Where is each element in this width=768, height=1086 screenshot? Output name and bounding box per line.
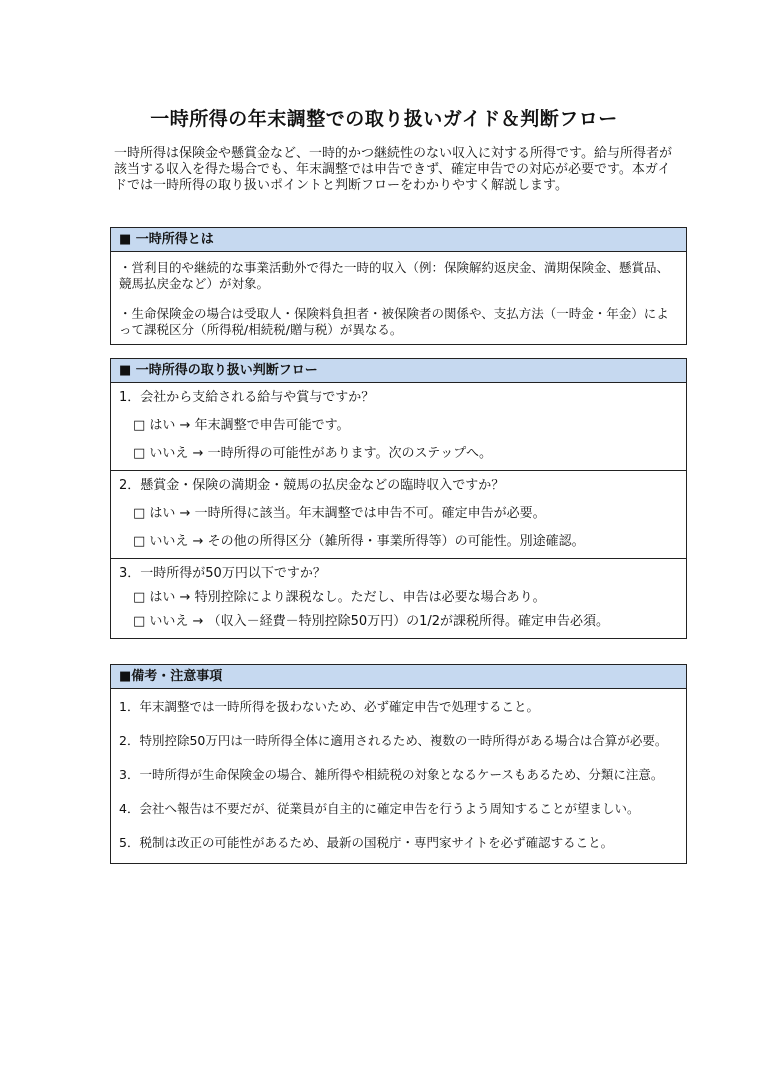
note-item: 3．一時所得が生命保険金の場合、雑所得や相続税の対象となるケースもあるため、分類に注意。 [119,767,664,782]
flow-option-yes[interactable]: □ はい → 特別控除により課税なし。ただし、申告は必要な場合あり。 [133,590,546,605]
definition-item: ・生命保険金の場合は受取人・保険料負担者・被保険者の関係や、支払方法（一時金・年金）によって課税区分（所得税/相続税/贈与税）が異なる。 [119,306,669,337]
intro-paragraph: 一時所得は保険金や懸賞金など、一時的かつ継続性のない収入に対する所得です。給与所得者が該当する収入を得た場合でも、年末調整では申告できず、確定申告での対応が必要です。本ガイドでは一時所得の取り扱いポイントと判断フローをわかりやすく解説します。 [114,146,672,193]
flow-question: 3．一時所得が50万円以下ですか？ [119,566,326,581]
section-notes [110,664,687,864]
flow-option-yes[interactable]: □ はい → 一時所得に該当。年末調整では申告不可。確定申告が必要。 [133,506,546,521]
note-item: 1．年末調整では一時所得を扱わないため、必ず確定申告で処理すること。 [119,699,539,714]
flow-step-3 [111,559,686,638]
page-title: 一時所得の年末調整での取り扱いガイド＆判断フロー [150,108,618,130]
flow-question: 1．会社から支給される給与や賞与ですか？ [119,390,375,405]
section-flow-heading: ■ 一時所得の取り扱い判断フロー [111,359,686,383]
flow-step-1 [111,383,686,471]
section-definition-body [111,252,686,344]
section-definition-heading: ■ 一時所得とは [111,228,686,252]
definition-item: ・営利目的や継続的な事業活動外で得た一時的収入（例：保険解約返戻金、満期保険金、懸賞品、競馬払戻金など）が対象。 [119,260,670,291]
section-notes-body [111,689,686,863]
section-notes-heading: ■備考・注意事項 [111,665,686,689]
flow-question: 2．懸賞金・保険の満期金・競馬の払戻金などの臨時収入ですか？ [119,478,505,493]
section-definition [110,227,687,345]
section-flow [110,358,687,639]
flow-option-no[interactable]: □ いいえ → その他の所得区分（雑所得・事業所得等）の可能性。別途確認。 [133,534,585,549]
flow-step-2 [111,471,686,559]
flow-option-no[interactable]: □ いいえ → （収入－経費－特別控除50万円）の1/2が課税所得。確定申告必須。 [133,614,610,629]
note-item: 5．税制は改正の可能性があるため、最新の国税庁・専門家サイトを必ず確認すること。 [119,835,614,850]
flow-option-no[interactable]: □ いいえ → 一時所得の可能性があります。次のステップへ。 [133,446,493,461]
note-item: 4．会社へ報告は不要だが、従業員が自主的に確定申告を行うよう周知することが望ましい。 [119,801,640,816]
flow-option-yes[interactable]: □ はい → 年末調整で申告可能です。 [133,418,350,433]
note-item: 2．特別控除50万円は一時所得全体に適用されるため、複数の一時所得がある場合は合算が必要。 [119,733,668,748]
